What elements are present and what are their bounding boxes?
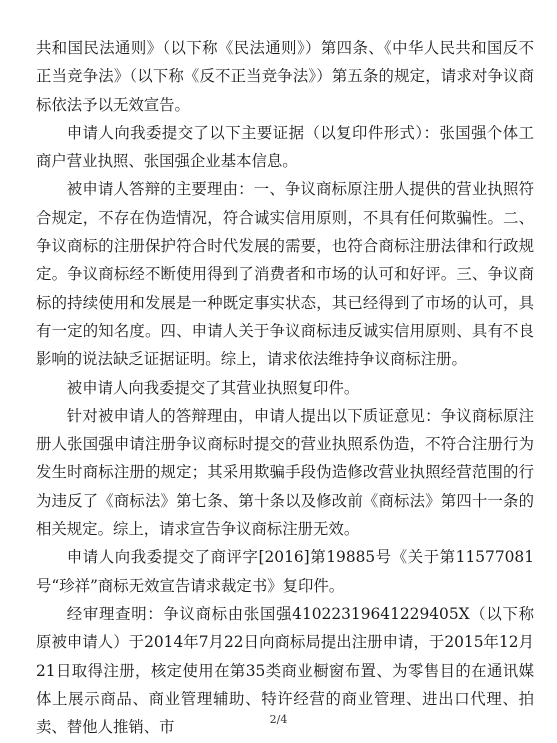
paragraph-ruling-evidence: 申请人向我委提交了商评字[2016]第19885号《关于第11577081号“珍祥”商标无效宣告请求裁定书》复印件。 — [36, 548, 534, 595]
paragraph-respondent-reply: 被申请人答辩的主要理由：一、争议商标原注册人提供的营业执照符合规定，不存在伪造情况，符合诚实信用原则，不具有任何欺骗性。二、争议商标的注册保护符合时代发展的需要，也符合商标注册法律和行政规定。争议商标经不断使用得到了消费者和市场的认可和好评。三、争议商标的持续使用和发展是一种既定事实状态，其已经得到了市场的认可，具有一定的知名度。四、申请人关于争议商标违反诚实信用原则、具有不良影响的说法缺乏证据证明。综上，请求依法维持争议商标注册。 — [36, 180, 534, 369]
paragraph-respondent-evidence: 被申请人向我委提交了其营业执照复印件。 — [66, 378, 360, 397]
paragraph-cross-examination: 针对被申请人的答辩理由，申请人提出以下质证意见：争议商标原注册人张国强申请注册争议商标时提交的营业执照系伪造，不符合注册行为发生时商标注册的规定；其采用欺骗手段伪造修改营业执照经营范围的行为违反了《商标法》第七条、第十条以及修改前《商标法》第四十一条的相关规定。综上，请求宣告争议商标注册无效。 — [36, 406, 534, 539]
paragraph-legal-basis-continued: 共和国民法通则》（以下称《民法通则》）第四条、《中华人民共和国反不正当竞争法》（以下称《反不正当竞争法》）第五条的规定，请求对争议商标依法予以无效宣告。 — [36, 39, 534, 114]
document-body — [36, 34, 534, 741]
paragraph-applicant-evidence: 申请人向我委提交了以下主要证据（以复印件形式）：张国强个体工商户营业执照、张国强企业基本信息。 — [36, 123, 534, 171]
paragraph-findings: 经审理查明：争议商标由张国强41022319641229405X（以下称原被申请人）于2014年7月22日向商标局提出注册申请，于2015年12月21日取得注册，核定使用在第35类商业橱窗布置、为零售目的在通讯媒体上展示商品、商业管理辅助、特许经营的商业管理、进出口代理、拍卖、替他人推销、市 — [36, 604, 534, 737]
page-number: 2/4 — [269, 713, 288, 726]
